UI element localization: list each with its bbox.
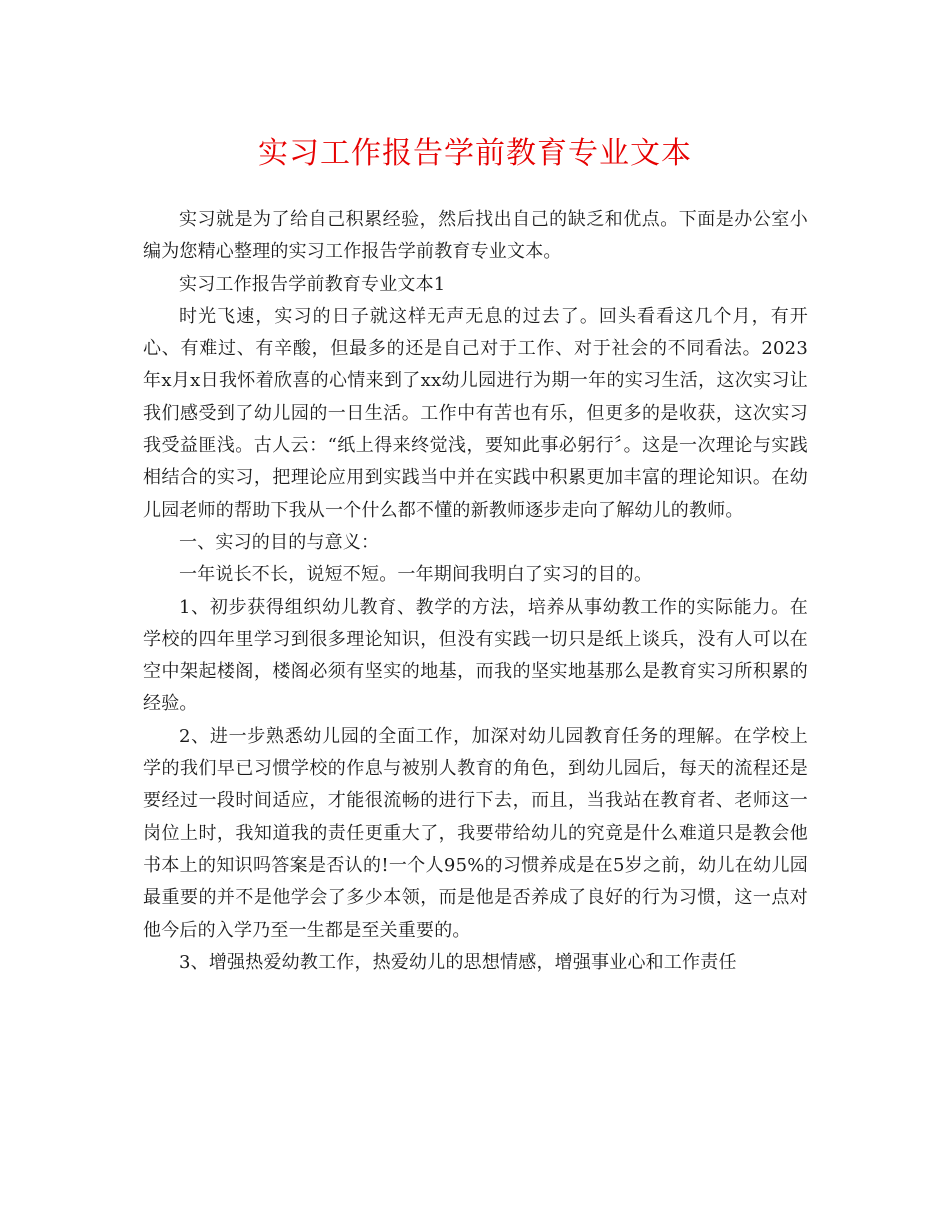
paragraph-subtitle: 实习工作报告学前教育专业文本1 <box>179 273 446 295</box>
paragraph-point-1: 1、初步获得组织幼儿教育、教学的方法，培养从事幼教工作的实际能力。在学校的四年里学习到很多理论知识，但没有实践一切只是纸上谈兵，没有人可以在空中架起楼阁，楼阁必须有坚实的地基，而我的坚实地基那么是教育实习所积累的经验。 <box>143 596 808 715</box>
paragraph-purpose-intro: 一年说长不长，说短不短。一年期间我明白了实习的目的。 <box>179 564 653 586</box>
paragraph-overview: 时光飞速，实习的日子就这样无声无息的过去了。回头看看这几个月，有开心、有难过、有辛酸，但最多的还是自己对于工作、对于社会的不同看法。2023年x月x日我怀着欣喜的心情来到了xx幼儿园进行为期一年的实习生活，这次实习让我们感受到了幼儿园的一日生活。工作中有苦也有乐，但更多的是收获，这次实习我受益匪浅。古人云：“纸上得来终觉浅，要知此事必躬行〞。这是一次理论与实践相结合的实习，把理论应用到实践当中并在实践中积累更加丰富的理论知识。在幼儿园老师的帮助下我从一个什么都不懂的新教师逐步走向了解幼儿的教师。 <box>143 305 808 521</box>
paragraph-point-3: 3、增强热爱幼教工作，热爱幼儿的思想情感，增强事业心和工作责任 <box>179 951 737 973</box>
paragraph-intro: 实习就是为了给自己积累经验，然后找出自己的缺乏和优点。下面是办公室小编为您精心整理的实习工作报告学前教育专业文本。 <box>143 209 808 263</box>
document-body <box>143 204 808 979</box>
section-heading-purpose: 一、实习的目的与意义： <box>179 531 380 553</box>
document-title: 实习工作报告学前教育专业文本 <box>258 136 692 171</box>
paragraph-point-2: 2、进一步熟悉幼儿园的全面工作，加深对幼儿园教育任务的理解。在学校上学的我们早已习惯学校的作息与被别人教育的角色，到幼儿园后，每天的流程还是要经过一段时间适应，才能很流畅的进行下去，而且，当我站在教育者、老师这一岗位上时，我知道我的责任更重大了，我要带给幼儿的究竟是什么难道只是教会他书本上的知识吗答案是否认的!一个人95%的习惯养成是在5岁之前，幼儿在幼儿园最重要的并不是他学会了多少本领，而是他是否养成了良好的行为习惯，这一点对他今后的入学乃至一生都是至关重要的。 <box>143 725 808 941</box>
